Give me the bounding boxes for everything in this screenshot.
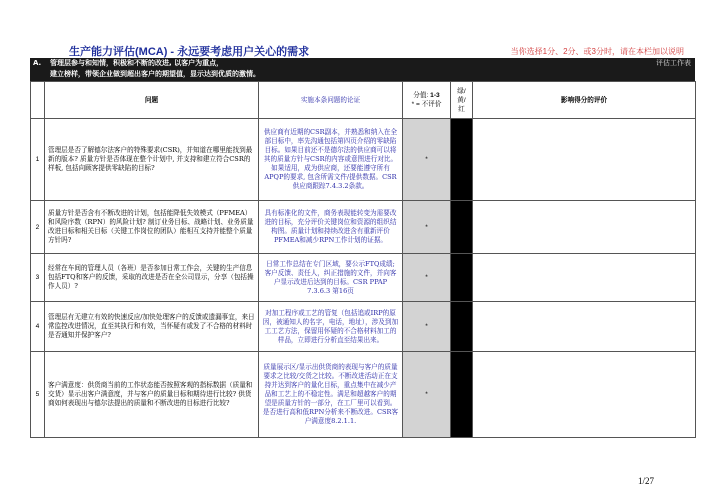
table-row (31, 119, 696, 201)
rag-cell[interactable] (451, 119, 473, 201)
evidence-cell: 具有标准化的文件，商务表现能转变为需要改进的目标，充分评价关键岗位和资源的组织结构图。质量计划和持续改进含有重新评价PFMEA和减少RPN工作计划的证据。 (259, 201, 403, 254)
row-number: 4 (31, 302, 45, 352)
impact-header: 影响得分的评价 (473, 82, 696, 119)
evidence-cell: 质量展示区/显示出供货商的表现与客户的质量要求之比较/交货之比较。不断改进活动正在支持并达到客户的量化目标，重点集中在减少产品和工艺上的不稳定性。满足和超越客户的期望是质量方针的一部分，在工厂里可以看到。是否进行高和低RPN分析来不断改进。CSR客户满意度8.2.1.1. (259, 352, 403, 438)
impact-comment-cell[interactable] (473, 254, 696, 302)
impact-comment-cell[interactable] (473, 201, 696, 254)
worksheet-label: 评估工作表 (656, 59, 691, 67)
score-cell[interactable]: * (403, 254, 451, 302)
page-title: 生产能力评估(MCA) - 永远要考虑用户关心的需求 (69, 46, 310, 58)
section-line-1: 管理层参与和知情，积极和不断的改进, 以客户为重点， (50, 59, 224, 67)
score-cell[interactable]: * (403, 201, 451, 254)
rag-cell[interactable] (451, 254, 473, 302)
section-code: A. (33, 59, 42, 67)
row-number: 5 (31, 352, 45, 438)
evidence-header: 实施本条问题的论证 (259, 82, 403, 119)
score-range: 1-3 (430, 92, 440, 99)
row-number: 3 (31, 254, 45, 302)
evidence-cell: 供应商有近期的CSR副本，并熟悉和纳入在全部目标中，率先沟通包括第四页介绍的零缺陷目标。如果目前还不是德尔法的供应商可以将其的质量方针与CSR的内容或意图进行对比。如果适用，成为供应商，还要能遵守所有APQP的要求, 包含所需文件/提供数据。CSR供应商跟踪7.4.3.2条款。 (259, 119, 403, 201)
instruction-note: 当你选择1分、2分、或3分时，请在本栏加以说明 (510, 47, 684, 56)
evidence-cell: 对加工程序或工艺的管复（包括追或IRP的原因，被通知人的名字，电话，地址），涉及到加工工艺方法，保留用怀疑的不合格材料加工的样品，立即进行分析直至结果出来。 (259, 302, 403, 352)
question-header: 问题 (45, 82, 259, 119)
rag-header: 绿/黄/红 (451, 82, 473, 119)
row-number: 1 (31, 119, 45, 201)
row-number: 2 (31, 201, 45, 254)
section-header (30, 58, 695, 69)
score-cell[interactable]: * (403, 302, 451, 352)
table-row (31, 302, 696, 352)
score-cell[interactable]: * (403, 352, 451, 438)
score-prefix: 分值: (413, 92, 431, 99)
question-cell: 管理层有无建立有效的快速反应/加快处理客户的反馈或遗漏事宜，来日常监控改进情况，直至其执行和有效，当怀疑有或发了不合格的材料时是否通知并保护客户? (45, 302, 259, 352)
question-cell: 质量方针是否含有不断改进的计划，包括能降低失效模式（PFMEA）和风险序数（RPN）的风险计划? 制订业务目标、战略计划、业务质量改进目标和相关目标（关键工作岗位的团队）能相互支持并能整个质量方针吗? (45, 201, 259, 254)
question-cell: 管理层是否了解德尔法客户的特殊要求(CSR)，并知道在哪里能找到最新的版本? 质量方针是否体现在整个计划中, 并支持和建立符合CSR的样板, 包括向顾客提供零缺陷的目标? (45, 119, 259, 201)
question-cell: 客户满意度：供货商当前的工作状态能否按照客观的指标数据（质量和交货）显示出客户满意度，并与客户的质量目标和期待进行比较? 供货商如何表现出与德尔法提出的质量和不断改进的目标进行比较? (45, 352, 259, 438)
score-suffix: * = 不评价 (411, 101, 442, 108)
page-number: 1/27 (637, 476, 654, 486)
impact-comment-cell[interactable] (473, 302, 696, 352)
score-header (403, 82, 451, 119)
impact-comment-cell[interactable] (473, 119, 696, 201)
section-line-2: 建立榜样，带领企业做到超出客户的期望值，显示达到优质的激情。 (50, 70, 260, 78)
section-subheader (30, 69, 695, 81)
rag-cell[interactable] (451, 302, 473, 352)
table-row (31, 254, 696, 302)
num-header (31, 82, 45, 119)
table-row (31, 352, 696, 438)
table-row (31, 201, 696, 254)
rag-cell[interactable] (451, 201, 473, 254)
score-cell[interactable]: * (403, 119, 451, 201)
question-cell: 经常在车间的管理人员（各班）是否参加日常工作会，关键的生产信息包括FTQ和客户的反馈，采取的改进是否在全公司显示，分享（包括操作人员）? (45, 254, 259, 302)
evidence-cell: 日常工作总结在专门区域，要公示FTQ成绩; 客户反馈、责任人，纠正措施的文件，并向客户显示改进后达到的目标。CSR PPAP 7.3.6.3 第16页 (259, 254, 403, 302)
assessment-table (30, 81, 696, 438)
rag-cell[interactable] (451, 352, 473, 438)
impact-comment-cell[interactable] (473, 352, 696, 438)
